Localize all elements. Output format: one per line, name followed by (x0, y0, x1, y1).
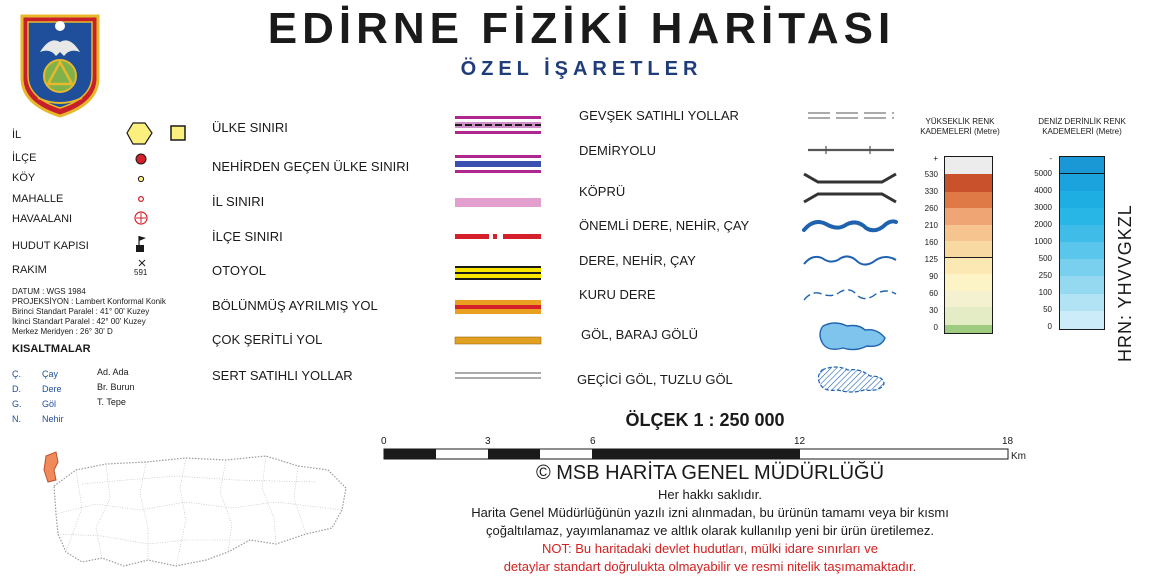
depth-label: 2000 (1034, 220, 1052, 229)
legend-label-havaalani: HAVAALANI (12, 213, 73, 225)
elevation-band (945, 241, 992, 258)
legend-label-river: DERE, NEHİR, ÇAY (579, 253, 696, 268)
depth-band (1060, 208, 1104, 225)
elevation-label: + (933, 154, 938, 163)
airport-icon (133, 210, 149, 226)
abbreviations-left-word (42, 367, 64, 427)
legend-label-bridge: KÖPRÜ (579, 184, 626, 199)
projection-line: Birinci Standart Paralel : 41° 00' Kuzey (12, 307, 150, 316)
depth-label: 4000 (1034, 186, 1052, 195)
depth-label: 0 (1047, 322, 1052, 331)
legend-label-river-country-border: NEHİRDEN GEÇEN ÜLKE SINIRI (212, 159, 410, 174)
depth-label: 5000 (1034, 169, 1052, 178)
legend-label-koy: KÖY (12, 172, 36, 184)
projection-line: İkinci Standart Paralel : 42° 00' Kuzey (12, 317, 146, 326)
elevation-band (945, 258, 992, 274)
depth-band (1060, 191, 1104, 208)
il-symbol-icon (126, 119, 192, 149)
depth-band (1060, 276, 1104, 294)
abbr-word: Nehir (42, 414, 64, 424)
turkey-locator-map (36, 448, 354, 576)
depth-band (1060, 311, 1104, 329)
elevation-label: 125 (924, 255, 938, 264)
country-border-symbol (453, 114, 543, 136)
depth-label: 50 (1043, 305, 1052, 314)
elevation-label: 60 (929, 289, 938, 298)
depth-band (1060, 157, 1104, 174)
elevation-band (945, 225, 992, 241)
rights-reserved: Her hakkı saklıdır. (657, 487, 763, 502)
projection-line: DATUM : WGS 1984 (12, 287, 86, 296)
depth-label: 250 (1038, 271, 1052, 280)
river-country-border-symbol (453, 153, 543, 175)
elevation-label: 160 (924, 238, 938, 247)
abbr-word: Çay (42, 369, 59, 379)
projection-line: Merkez Meridyen : 26° 30' D (12, 327, 113, 336)
legend-label-major-river: ÖNEMLİ DERE, NEHİR, ÇAY (579, 218, 750, 233)
legend-label-railway: DEMİRYOLU (579, 143, 657, 158)
disclaimer-line2: detaylar standart doğrulukta olmayabilir ve resmi nitelik taşımamaktadır. (503, 559, 917, 574)
abbr-word: Dere (42, 384, 62, 394)
flag-icon (134, 234, 150, 254)
abbr-code: D. (12, 384, 21, 394)
elevation-title-line1: YÜKSEKLİK RENK (925, 117, 995, 126)
legend-label-divided-road: BÖLÜNMÜŞ AYRILMIŞ YOL (212, 298, 378, 313)
ilce-dot-icon (134, 152, 148, 166)
elevation-title (914, 117, 1006, 137)
koy-circle-icon (136, 174, 146, 184)
depth-title (1022, 117, 1142, 137)
legend-label-ilce: İLÇE (12, 152, 37, 164)
elevation-band (945, 157, 992, 174)
elevation-band (945, 274, 992, 291)
elevation-label: 210 (924, 221, 938, 230)
legend-label-district-border: İLÇE SINIRI (212, 229, 283, 244)
legend-label-mahalle: MAHALLE (12, 193, 64, 205)
page-title: EDİRNE FİZİKİ HARİTASI (267, 4, 896, 53)
abbr-entry: T. Tepe (97, 397, 126, 407)
abbr-entry: Br. Burun (97, 382, 135, 392)
depth-band (1060, 259, 1104, 276)
legend-label-hard-surface-road: SERT SATIHLI YOLLAR (212, 368, 353, 383)
elevation-label: 0 (933, 323, 938, 332)
river-symbol (800, 248, 900, 272)
lake-symbol (815, 318, 891, 354)
elevation-label: 530 (924, 170, 938, 179)
depth-band (1060, 225, 1104, 242)
abbr-code: N. (12, 414, 21, 424)
scale-tick-label: 3 (485, 436, 491, 447)
depth-color-bar (1059, 156, 1105, 330)
railway-symbol (806, 143, 896, 157)
projection-info (12, 287, 166, 337)
abbr-code: Ç. (12, 369, 21, 379)
elevation-band (945, 291, 992, 307)
legend-label-rakim: RAKIM (12, 264, 47, 276)
cross-icon (137, 258, 147, 268)
salt-lake-symbol (814, 362, 890, 396)
legend-label-motorway: OTOYOL (212, 263, 266, 278)
hard-surface-road-symbol (453, 370, 543, 382)
depth-title-line1: DENİZ DERİNLİK RENK (1038, 117, 1126, 126)
elevation-label: 330 (924, 187, 938, 196)
district-border-symbol (453, 232, 543, 242)
scale-bar (383, 448, 1013, 462)
depth-label: - (1049, 154, 1052, 163)
legend-label-province-border: İL SINIRI (212, 194, 265, 209)
province-border-symbol (453, 197, 543, 209)
mahalle-circle-icon (136, 194, 146, 204)
depth-band (1060, 174, 1104, 191)
legend-label-lake: GÖL, BARAJ GÖLÜ (581, 327, 699, 342)
copyright-notice-line1: Harita Genel Müdürlüğünün yazılı izni alınmadan, bu ürünün tamamı veya bir kısmı (471, 505, 949, 520)
legend-label-dry-creek: KURU DERE (579, 287, 656, 302)
scale-tick-label: 18 (1002, 436, 1014, 447)
abbr-word: Göl (42, 399, 57, 409)
legend-label-il: İL (12, 129, 22, 141)
depth-title-line2: KADEMELERİ (Metre) (1042, 127, 1122, 136)
abbreviations-left-abbr (12, 367, 22, 427)
depth-label: 500 (1038, 254, 1052, 263)
legend-label-country-border: ÜLKE SINIRI (212, 120, 288, 135)
depth-label: 100 (1038, 288, 1052, 297)
hrn-code: HRN: YHVVGKZL (1115, 204, 1135, 362)
elevation-label: 30 (929, 306, 938, 315)
elevation-band (945, 174, 992, 192)
elevation-band (945, 307, 992, 325)
copyright-notice-line2: çoğaltılamaz, yayımlanamaz ve altlık olarak kullanılıp yeni bir ürün üretilemez. (486, 523, 934, 538)
rakim-sample-value: 591 (134, 268, 148, 277)
legend-label-hudut-kapisi: HUDUT KAPISI (12, 240, 89, 252)
page-subtitle: ÖZEL İŞARETLER (460, 58, 703, 80)
scale-tick-label: 6 (590, 436, 596, 447)
divided-road-symbol (453, 298, 543, 316)
legend-label-salt-lake: GEÇİCİ GÖL, TUZLU GÖL (577, 372, 733, 387)
elevation-label: 90 (929, 272, 938, 281)
depth-band (1060, 294, 1104, 311)
edirne-highlight (44, 452, 58, 482)
elevation-title-line2: KADEMELERİ (Metre) (920, 127, 1000, 136)
abbreviations-heading: KISALTMALAR (12, 343, 91, 355)
depth-band (1060, 242, 1104, 259)
scale-unit: Km (1011, 451, 1026, 462)
loose-surface-road-symbol (806, 110, 896, 122)
abbr-code: G. (12, 399, 22, 409)
motorway-symbol (453, 264, 543, 282)
major-river-symbol (800, 212, 900, 238)
projection-line: PROJEKSİYON : Lambert Konformal Konik (12, 297, 166, 306)
multilane-road-symbol (453, 335, 543, 347)
depth-label: 1000 (1034, 237, 1052, 246)
disclaimer-line1: NOT: Bu haritadaki devlet hudutları, mülki idare sınırları ve (542, 541, 878, 556)
abbr-entry: Ad. Ada (97, 367, 129, 377)
depth-label: 3000 (1034, 203, 1052, 212)
copyright: © MSB HARİTA GENEL MÜDÜRLÜĞÜ (535, 462, 885, 484)
elevation-band (945, 208, 992, 225)
elevation-label: 260 (924, 204, 938, 213)
elevation-band (945, 325, 992, 333)
legend-label-loose-surface-road: GEVŞEK SATIHLI YOLLAR (579, 108, 739, 123)
elevation-color-bar (944, 156, 993, 334)
bridge-symbol (800, 170, 900, 206)
scale-tick-label: 0 (381, 436, 387, 447)
legend-label-multilane-road: ÇOK ŞERİTLİ YOL (212, 332, 323, 347)
elevation-band (945, 192, 992, 208)
scale-tick-label: 12 (794, 436, 806, 447)
dry-creek-symbol (800, 282, 900, 306)
scale-title: ÖLÇEK 1 : 250 000 (625, 410, 785, 430)
abbreviations-right (97, 365, 135, 410)
